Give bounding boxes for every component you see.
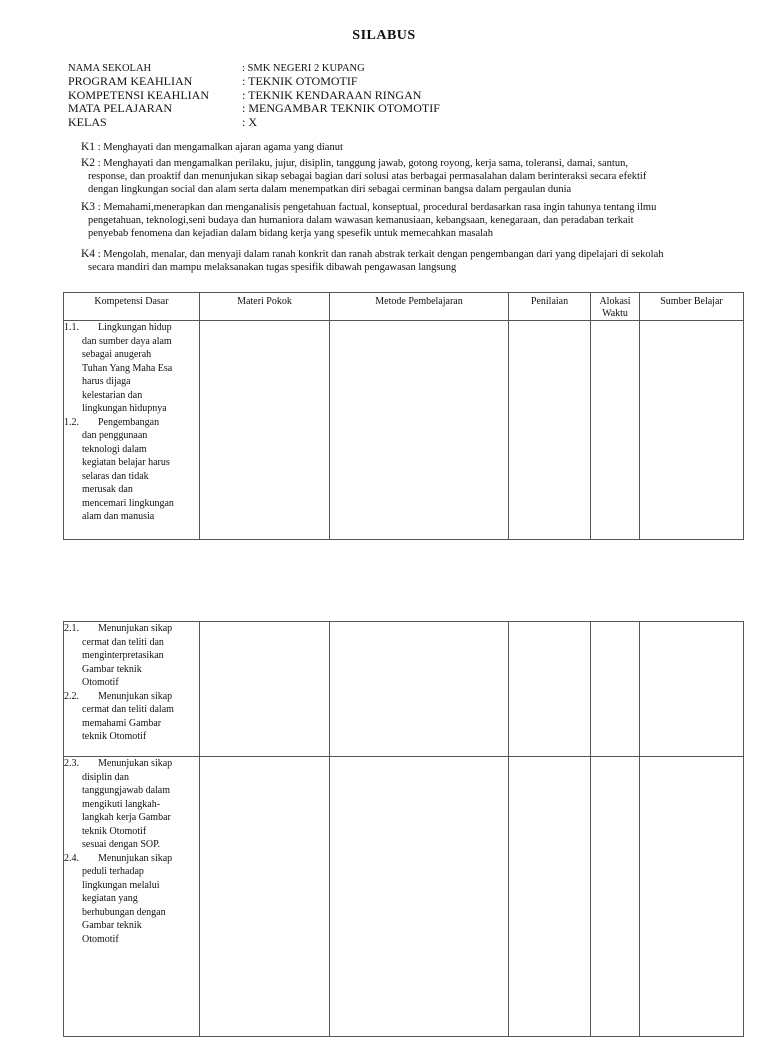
kd-line: mencemari lingkungan — [82, 497, 174, 509]
syllabus-table-2 — [63, 621, 744, 1037]
kd-line: kegiatan belajar harus — [82, 457, 170, 468]
kd-line: Gambar teknik — [82, 920, 142, 931]
kd-cell — [64, 321, 200, 540]
meta-label: KELAS — [68, 114, 107, 129]
alokasi-cell — [591, 321, 640, 540]
header-sumber-belajar: Sumber Belajar — [640, 293, 744, 321]
kd-line: mengikuti langkah- — [82, 798, 161, 810]
kd-item — [64, 321, 199, 416]
kd-text — [82, 852, 199, 947]
meta-row — [68, 89, 728, 102]
kd-line: dan penggunaan — [82, 430, 148, 441]
materi-pokok-cell — [200, 321, 330, 540]
ki-line: penyebab fenomena dan kejadian dalam bidang kerja yang spesefik untuk memecahkan masalah — [88, 228, 493, 239]
ki-line: : Memahami,menerapkan dan menganalisis pengetahuan factual, konseptual, procedural berdasarkan rasa ingin tahunya tentang ilmu — [97, 202, 657, 213]
metode-cell — [330, 622, 509, 757]
kd-text — [82, 690, 199, 744]
kd-line: Gambar teknik — [82, 663, 142, 675]
meta-value: : MENGAMBAR TEKNIK OTOMOTIF — [242, 101, 440, 116]
kd-line: berhubungan dengan — [82, 906, 166, 918]
kd-line: sebagai anugerah — [82, 349, 152, 360]
syllabus-table-1 — [63, 292, 744, 540]
penilaian-cell — [509, 757, 591, 1037]
kd-cell — [64, 622, 200, 757]
kd-number: 1.2. — [64, 416, 79, 428]
ki-line: response, dan proaktif dan menunjukan sikap sebagai bagian dari solusi atas berbagai permasalahan dalam berinteraksi secara efektif — [88, 171, 647, 182]
materi-pokok-cell — [200, 622, 330, 757]
kd-item — [64, 416, 199, 524]
meta-value: : X — [242, 114, 257, 129]
kd-number: 2.1. — [64, 623, 79, 634]
header-metode-pembelajaran: Metode Pembelajaran — [330, 293, 509, 321]
metode-cell — [330, 757, 509, 1037]
kd-line: kegiatan yang — [82, 893, 138, 904]
kd-text — [82, 416, 199, 524]
meta-row — [68, 62, 728, 75]
ki-item-4 — [81, 248, 741, 274]
kd-line: Menunjukan sikap — [98, 690, 173, 702]
alokasi-cell — [591, 622, 640, 757]
kd-line: sesuai dengan SOP. — [82, 839, 161, 850]
kd-line: harus dijaga — [82, 376, 131, 387]
table-row — [64, 622, 744, 757]
penilaian-cell — [509, 622, 591, 757]
ki-number: K3 — [81, 201, 96, 213]
ki-number: K1 — [81, 141, 96, 153]
ki-line: secara mandiri dan mampu melaksanakan tugas spesifik dibawah pengawasan langsung — [88, 262, 457, 273]
kd-line: tanggungjawab dalam — [82, 785, 171, 796]
kd-line: lingkungan melalui — [82, 879, 160, 891]
meta-row — [68, 102, 728, 115]
kd-item — [64, 690, 199, 744]
header-kompetensi-dasar: Kompetensi Dasar — [64, 293, 200, 321]
table-row — [64, 321, 744, 540]
metode-cell — [330, 321, 509, 540]
meta-row — [68, 116, 728, 129]
kd-line: Menunjukan sikap — [98, 623, 173, 634]
kd-line: teknik Otomotif — [82, 731, 147, 742]
ki-line: : Menghayati dan mengamalkan ajaran agama yang dianut — [97, 142, 343, 153]
kd-line: teknik Otomotif — [82, 825, 147, 837]
kd-line: dan sumber daya alam — [82, 335, 172, 347]
kd-line: cermat dan teliti dalam — [82, 704, 174, 715]
penilaian-cell — [509, 321, 591, 540]
kd-line: peduli terhadap — [82, 866, 144, 877]
kd-line: kelestarian dan — [82, 389, 143, 401]
kd-line: alam dan manusia — [82, 511, 155, 522]
kd-item — [64, 852, 199, 947]
sumber-cell — [640, 757, 744, 1037]
kd-line: Pengembangan — [98, 416, 160, 428]
sumber-cell — [640, 622, 744, 757]
meta-label: KOMPETENSI KEAHLIAN — [68, 87, 209, 102]
kd-number: 2.2. — [64, 690, 79, 702]
kd-line: lingkungan hidupnya — [82, 403, 167, 414]
ki-item-3 — [81, 201, 741, 240]
ki-line: : Menghayati dan mengamalkan perilaku, jujur, disiplin, tanggung jawab, gotong royong, kerja sama, toleransi, damai, santun, — [97, 158, 628, 169]
kd-number: 1.1. — [64, 322, 79, 333]
kd-text — [82, 622, 199, 690]
kd-line: cermat dan teliti dan — [82, 636, 164, 648]
document-title: SILABUS — [352, 28, 416, 43]
kd-cell — [64, 757, 200, 1037]
kd-text — [82, 757, 199, 852]
meta-value: : SMK NEGERI 2 KUPANG — [242, 63, 365, 74]
ki-number: K2 — [81, 157, 96, 169]
kd-line: teknologi dalam — [82, 443, 147, 455]
kd-line: Otomotif — [82, 677, 119, 688]
meta-label: NAMA SEKOLAH — [68, 63, 152, 74]
kd-line: menginterpretasikan — [82, 650, 164, 661]
kd-line: selaras dan tidak — [82, 470, 149, 482]
kd-item — [64, 757, 199, 852]
ki-line: : Mengolah, menalar, dan menyaji dalam ranah konkrit dan ranah abstrak terkait dengan pengembangan dari yang dipelajari di sekolah — [97, 249, 664, 260]
header-penilaian: Penilaian — [509, 293, 591, 321]
sumber-cell — [640, 321, 744, 540]
ki-line: pengetahuan, teknologi,seni budaya dan humaniora dalam wawasan kemanusiaan, kebangsaan, kenegaraan, dan peradaban terkait — [88, 215, 634, 226]
ki-number: K4 — [81, 248, 96, 260]
materi-pokok-cell — [200, 757, 330, 1037]
meta-row — [68, 75, 728, 88]
kd-number: 2.4. — [64, 852, 79, 864]
table-row — [64, 757, 744, 1037]
kd-line: Menunjukan sikap — [98, 852, 173, 864]
meta-label: MATA PELAJARAN — [68, 101, 173, 116]
meta-value: : TEKNIK OTOMOTIF — [242, 74, 358, 89]
kd-line: Menunjukan sikap — [98, 758, 173, 769]
kd-item — [64, 622, 199, 690]
meta-label: PROGRAM KEAHLIAN — [68, 74, 193, 89]
kd-text — [82, 321, 199, 416]
kd-number: 2.3. — [64, 758, 79, 769]
kd-line: langkah kerja Gambar — [82, 812, 171, 823]
school-info — [68, 62, 728, 129]
kd-line: memahami Gambar — [82, 717, 162, 729]
ki-item-1 — [81, 141, 741, 154]
kd-line: Tuhan Yang Maha Esa — [82, 362, 173, 374]
header-materi-pokok: Materi Pokok — [200, 293, 330, 321]
ki-item-2 — [81, 157, 741, 196]
kd-line: Otomotif — [82, 933, 119, 945]
kd-line: merusak dan — [82, 484, 133, 495]
kd-line: Lingkungan hidup — [98, 322, 172, 333]
header-alokasi-waktu: Alokasi Waktu — [591, 293, 640, 321]
ki-line: dengan lingkungan social dan alam serta dalam menempatkan diri sebagai cerminan bangsa dalam pergaulan dunia — [88, 184, 572, 195]
kd-line: disiplin dan — [82, 771, 129, 783]
meta-value: : TEKNIK KENDARAAN RINGAN — [242, 87, 422, 102]
alokasi-cell — [591, 757, 640, 1037]
